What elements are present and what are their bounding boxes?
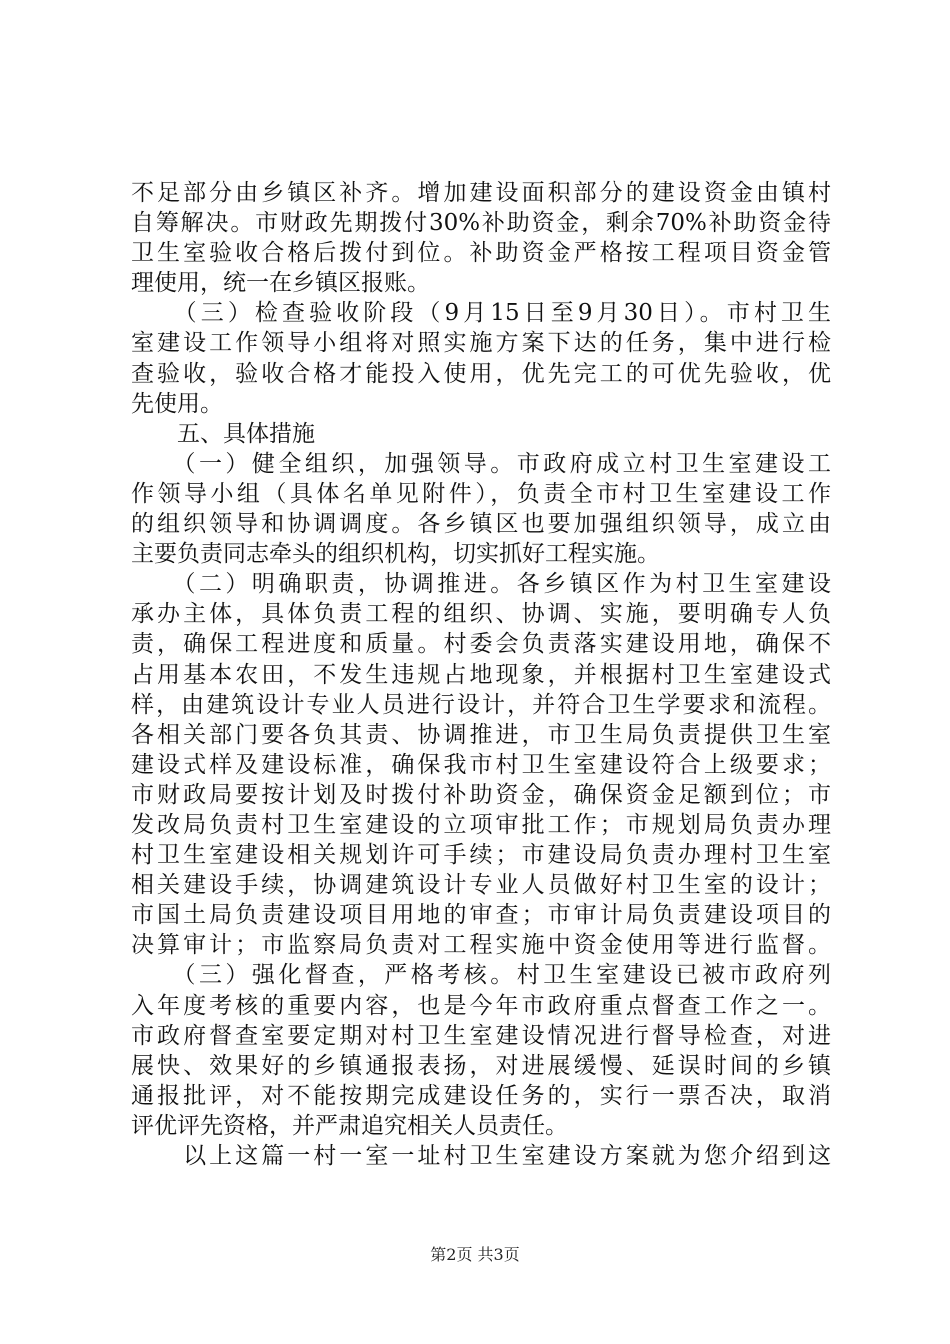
text-line: 作领导小组（具体名单见附件），负责全市村卫生室建设工作 (131, 480, 831, 507)
text-line: 的组织领导和协调调度。各乡镇区也要加强组织领导，成立由 (131, 511, 831, 538)
text-line: 市政府督查室要定期对村卫生室建设情况进行督导检查，对进 (131, 1022, 831, 1049)
text-line: 相关建设手续，协调建筑设计专业人员做好村卫生室的设计； (131, 872, 831, 899)
text-line: 主要负责同志牵头的组织机构，切实抓好工程实施。 (131, 541, 660, 568)
text-line: 村卫生室建设相关规划许可手续；市建设局负责办理村卫生室 (131, 842, 831, 869)
text-line: 室建设工作领导小组将对照实施方案下达的任务，集中进行检 (131, 330, 831, 357)
text-line: 占用基本农田，不发生违规占地现象，并根据村卫生室建设式 (131, 661, 831, 688)
text-line: 市国土局负责建设项目用地的审查；市审计局负责建设项目的 (131, 902, 831, 929)
document-body (131, 178, 831, 1171)
page-footer: 第2页 共3页 (430, 1245, 520, 1264)
text-line: （一）健全组织，加强领导。市政府成立村卫生室建设工 (131, 450, 831, 477)
text-line: 市财政局要按计划及时拨付补助资金，确保资金足额到位；市 (131, 781, 831, 808)
text-line: 建设式样及建设标准，确保我市村卫生室建设符合上级要求； (131, 751, 831, 778)
text-line: 通报批评，对不能按期完成建设任务的，实行一票否决，取消 (131, 1082, 831, 1109)
text-line: 发改局负责村卫生室建设的立项审批工作；市规划局负责办理 (131, 811, 831, 838)
text-line: 各相关部门要各负其责、协调推进，市卫生局负责提供卫生室 (131, 721, 831, 748)
text-line: 查验收，验收合格才能投入使用，优先完工的可优先验收，优 (131, 360, 831, 387)
text-line: 不足部分由乡镇区补齐。增加建设面积部分的建设资金由镇村 (131, 180, 831, 206)
text-line: 先使用。 (131, 390, 223, 417)
text-line: 展快、效果好的乡镇通报表扬，对进展缓慢、延误时间的乡镇 (131, 1052, 831, 1079)
text-line: （三）检查验收阶段（9月15日至9月30日）。市村卫生 (131, 300, 831, 327)
text-line: 承办主体，具体负责工程的组织、协调、实施，要明确专人负 (131, 601, 831, 628)
text-line: 自筹解决。市财政先期拨付30%补助资金，剩余70%补助资金待 (131, 210, 831, 237)
text-line: 评优评先资格，并严肃追究相关人员责任。 (131, 1112, 568, 1139)
text-line: 决算审计；市监察局负责对工程实施中资金使用等进行监督。 (131, 932, 831, 959)
text-line: 样，由建筑设计专业人员进行设计，并符合卫生学要求和流程。 (131, 691, 831, 718)
text-line: 卫生室验收合格后拨付到位。补助资金严格按工程项目资金管 (131, 240, 831, 267)
section-heading: 五、具体措施 (131, 420, 315, 447)
text-line: 以上这篇一村一室一址村卫生室建设方案就为您介绍到这 (131, 1143, 831, 1169)
text-line: 责，确保工程进度和质量。村委会负责落实建设用地，确保不 (131, 631, 831, 658)
text-line: （二）明确职责，协调推进。各乡镇区作为村卫生室建设 (131, 571, 831, 598)
text-line: 理使用，统一在乡镇区报账。 (131, 270, 430, 297)
text-line: 入年度考核的重要内容，也是今年市政府重点督查工作之一。 (131, 992, 831, 1019)
text-line: （三）强化督查，严格考核。村卫生室建设已被市政府列 (131, 962, 831, 989)
